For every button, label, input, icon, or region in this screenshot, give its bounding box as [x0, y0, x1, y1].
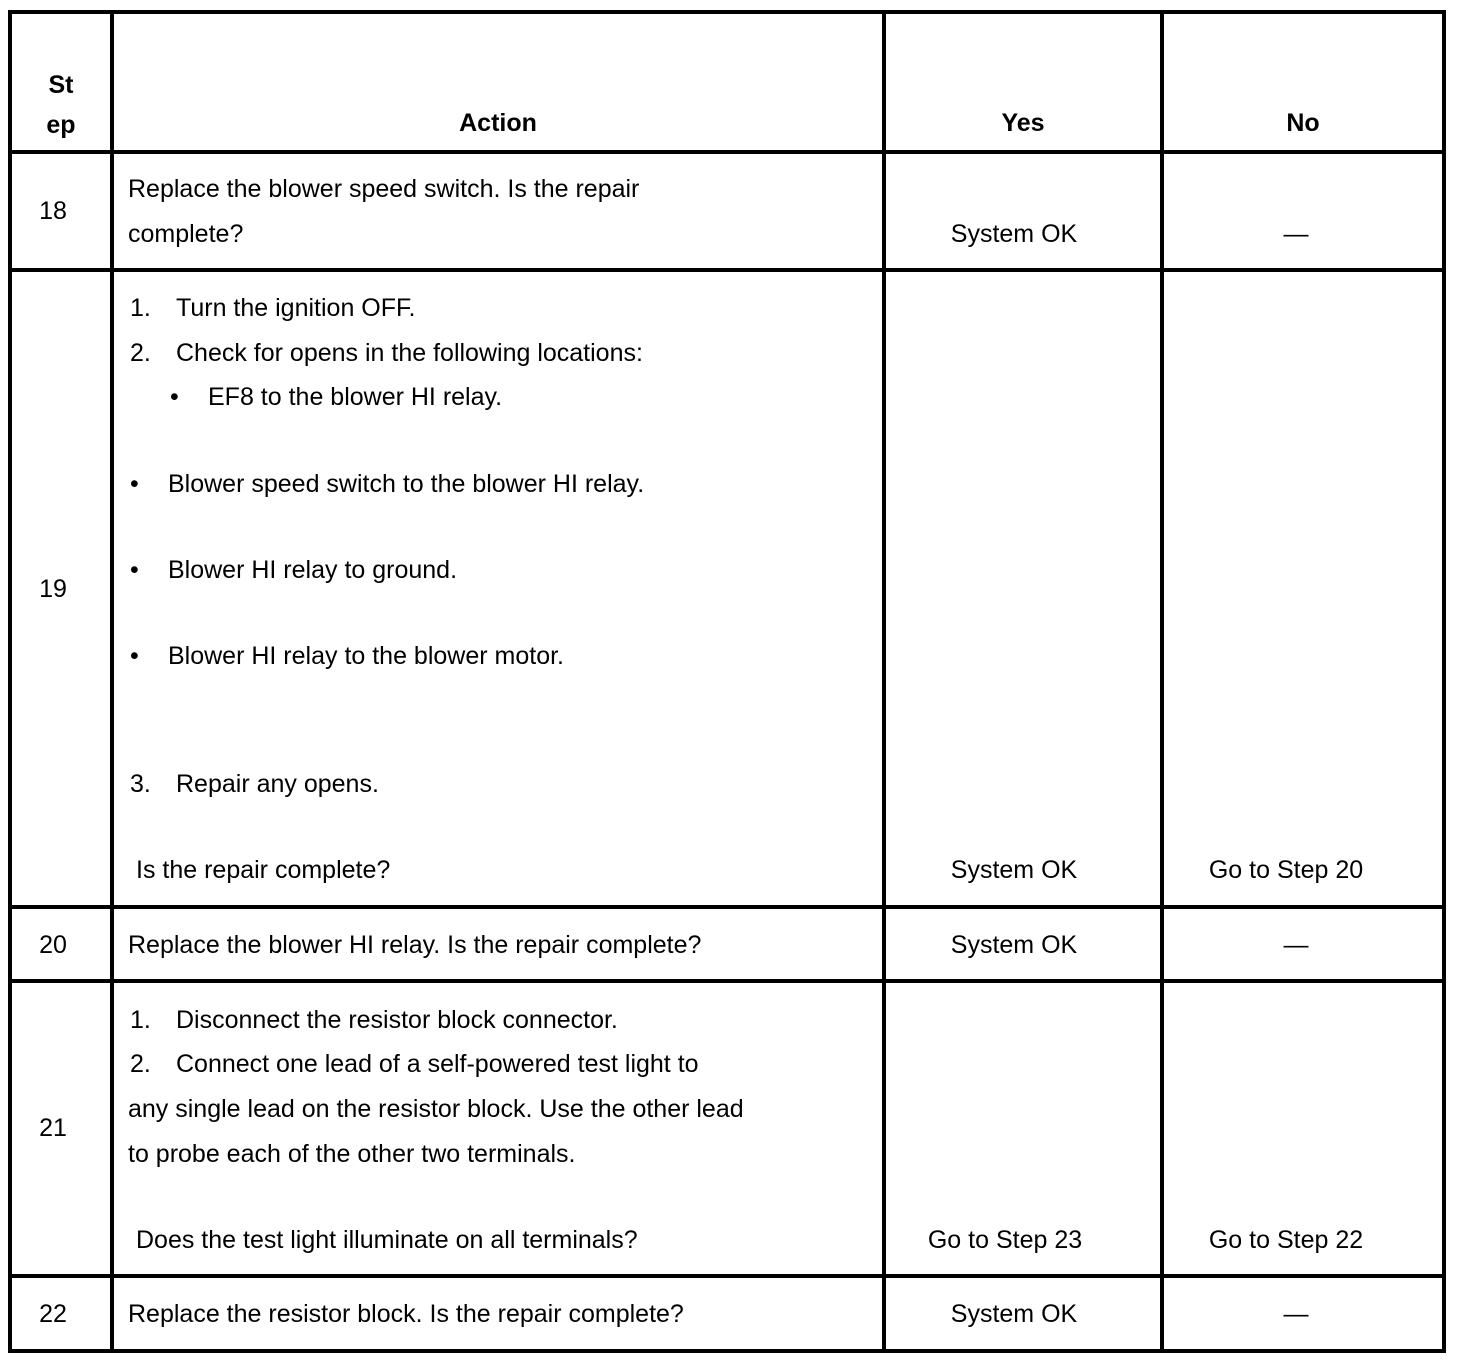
no-result: — [1283, 220, 1309, 248]
question-text: Does the test light illuminate on all terminals? [136, 1226, 638, 1254]
list-item-text: Blower HI relay to ground. [168, 556, 458, 584]
bullet: • [130, 556, 139, 584]
header-yes: Yes [1001, 109, 1045, 137]
list-item-text: Check for opens in the following locations: [176, 339, 643, 367]
bullet: • [130, 642, 139, 670]
yes-result: System OK [950, 931, 1078, 959]
no-result: Go to Step 22 [1208, 1226, 1364, 1254]
step-number: 19 [39, 575, 67, 603]
row-divider-18 [8, 268, 1446, 272]
question-text: Is the repair complete? [136, 856, 391, 884]
step-number: 21 [39, 1114, 67, 1142]
yes-result: System OK [950, 856, 1078, 884]
yes-result: System OK [950, 1300, 1078, 1328]
header-no: No [1286, 109, 1320, 137]
column-divider-action [882, 10, 886, 1353]
table-border-right [1442, 10, 1446, 1353]
no-result: — [1283, 1300, 1309, 1328]
action-text: Replace the blower speed switch. Is the repair [128, 175, 640, 203]
step-number: 18 [39, 197, 67, 225]
list-item-text: EF8 to the blower HI relay. [208, 383, 503, 411]
row-divider-21 [8, 1274, 1446, 1278]
list-item-text: Repair any opens. [176, 770, 379, 798]
action-text: Replace the blower HI relay. Is the repair complete? [128, 931, 702, 959]
list-number: 1. [130, 1006, 151, 1034]
row-divider-20 [8, 979, 1446, 983]
list-item-text: Blower speed switch to the blower HI relay. [168, 470, 645, 498]
column-divider-step [110, 10, 114, 1353]
bullet: • [170, 383, 179, 411]
no-result: Go to Step 20 [1208, 856, 1364, 884]
row-divider-header [8, 150, 1446, 154]
bullet: • [130, 470, 139, 498]
row-divider-19 [8, 905, 1446, 909]
header-action: Action [459, 109, 537, 137]
action-text: Replace the resistor block. Is the repair complete? [128, 1300, 684, 1328]
list-number: 3. [130, 770, 151, 798]
table-border-top [8, 10, 1446, 14]
action-text: complete? [128, 220, 244, 248]
list-number: 2. [130, 339, 151, 367]
step-number: 22 [39, 1300, 67, 1328]
table-border-bottom [8, 1349, 1446, 1353]
list-item-text: Disconnect the resistor block connector. [176, 1006, 618, 1034]
action-text: to probe each of the other two terminals. [128, 1140, 576, 1168]
action-text: any single lead on the resistor block. Use the other lead [128, 1095, 744, 1123]
header-step-part2: ep [46, 111, 76, 139]
list-item-text: Blower HI relay to the blower motor. [168, 642, 564, 670]
list-item-text: Connect one lead of a self-powered test light to [176, 1050, 699, 1078]
yes-result: Go to Step 23 [927, 1226, 1083, 1254]
list-item-text: Turn the ignition OFF. [176, 294, 416, 322]
list-number: 1. [130, 294, 151, 322]
header-step-part1: St [48, 71, 74, 99]
yes-result: System OK [950, 220, 1078, 248]
no-result: — [1283, 931, 1309, 959]
list-number: 2. [130, 1050, 151, 1078]
step-number: 20 [39, 931, 67, 959]
column-divider-yes [1160, 10, 1164, 1353]
